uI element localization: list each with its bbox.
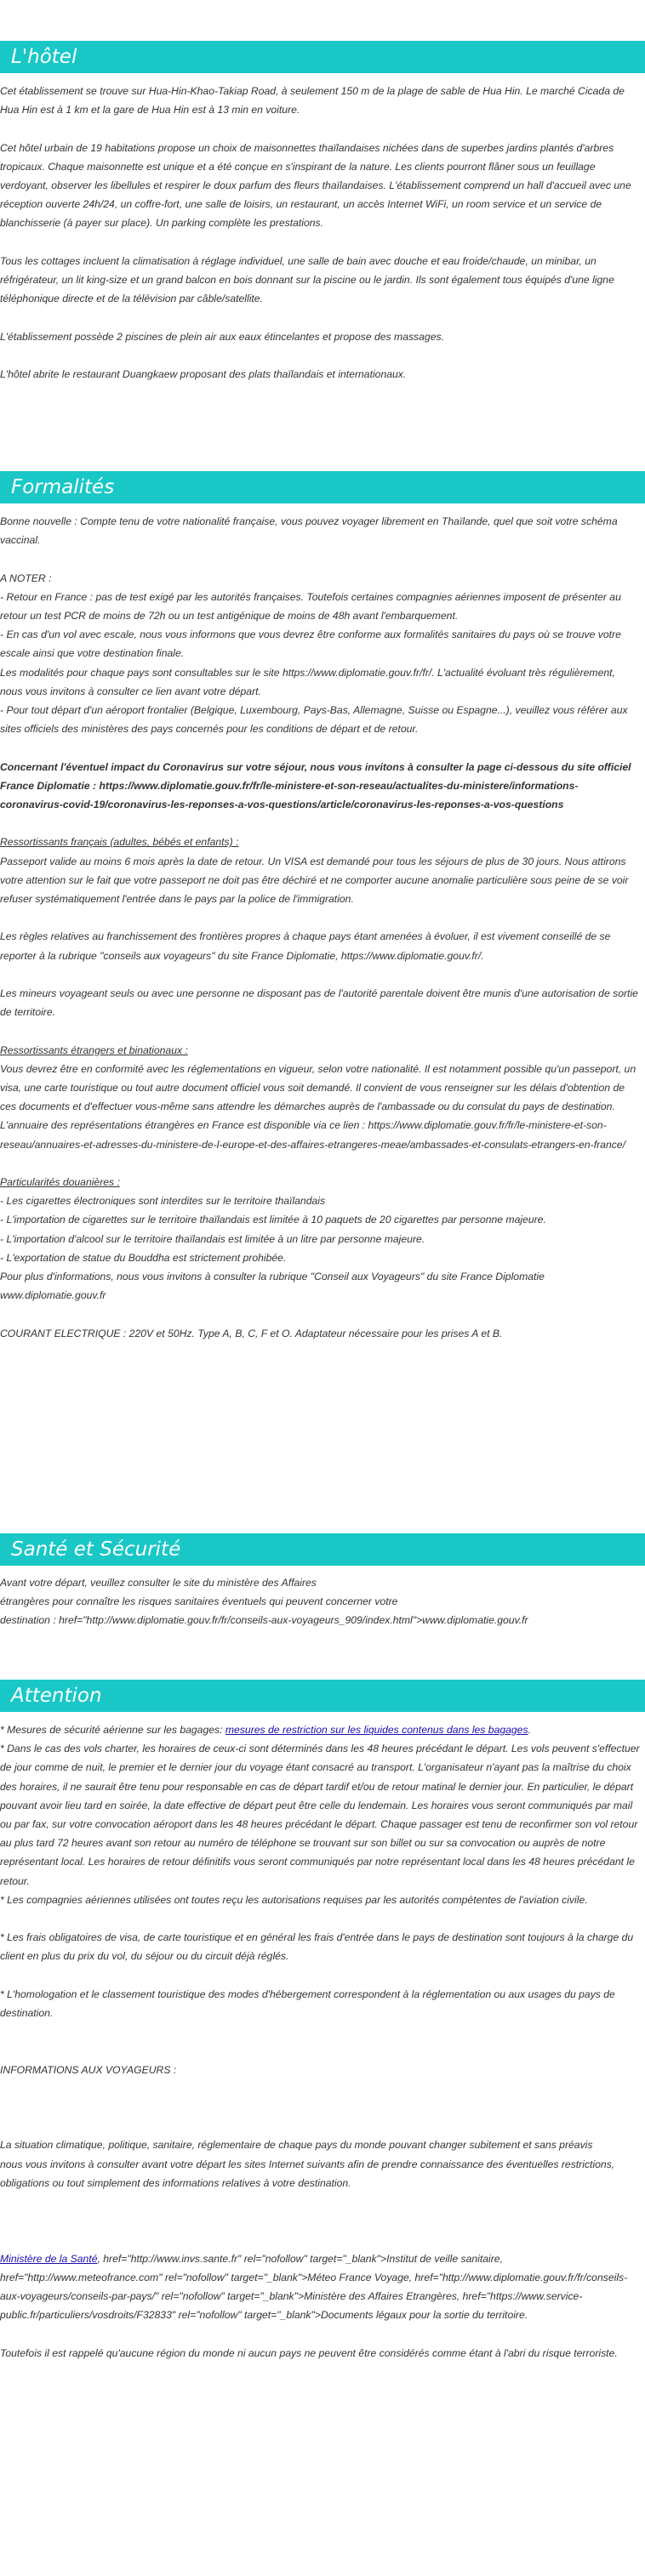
formalites-section-header <box>0 471 645 503</box>
note-item: - Retour en France : pas de test exigé par les autorités françaises. Toutefois certaines compagnies aériennes imposent de présenter au retour un test PCR de moins de 72h ou un test antigénique de moins de 48h avant l'embarquement. <box>0 590 621 622</box>
french-nationals-text: Passeport valide au moins 6 mois après la date de retour. Un VISA est demandé pour tous les séjours de plus de 30 jours. Nous attirons votre attention sur le fait que votre passeport ne doit pas être déchiré et ne comporter aucune anomalie particulière sous peine de se voir refuser systématiquement l'entrée dans le pays par la police de l'immigration. <box>0 855 629 906</box>
hotel-section-header <box>0 41 645 73</box>
hotel-paragraph-2: Cet hôtel urbain de 19 habitations propose un choix de maisonnettes thaïlandaises nichées dans de superbes jardins plantés d'arbres tropicaux. Chaque maisonnette est unique et a été conçue en s'inspirant de la nature. Les clients pourront flâner sous un feuillage verdoyant, observer les libellules et respirer le doux parfum des fleurs thaïlandaises. L'établissement comprend un hall d'accueil avec une réception ouverte 24h/24, un coffre-fort, une salle de loisirs, un restaurant, un accès Internet WiFi, un room service et un service de blanchisserie (à payer sur place). Un parking complète les prestations. <box>0 141 631 230</box>
hotel-paragraph-4: L'établissement possède 2 piscines de plein air aux eaux étincelantes et propose des massages. <box>0 330 444 343</box>
luggage-measures: * Mesures de sécurité aérienne sur les bagages: mesures de restriction sur les liquides contenus dans les bagages. <box>0 1724 531 1736</box>
sante-heading: Santé et Sécurité <box>11 1538 181 1561</box>
liquids-restriction-link[interactable]: mesures de restriction sur les liquides contenus dans les bagages <box>225 1724 528 1736</box>
hotel-heading: L'hôtel <box>11 46 77 68</box>
situation-notice: La situation climatique, politique, sanitaire, réglementaire de chaque pays du monde pouvant changer subitement et sans préavis <box>0 2139 593 2152</box>
fees-notice: * Les frais obligatoires de visa, de carte touristique et en général les frais d'entrée dans le pays de destination sont toujours à la charge du client en plus du prix du vol, du séjour ou du circuit déjà réglés. <box>0 1931 634 1963</box>
customs-item: - L'importation d'alcool sur le territoire thaïlandais est limitée à un litre par personne majeure. <box>0 1232 425 1245</box>
charter-flights-notice: * Dans le cas des vols charter, les horaires de ceux-ci sont déterminés dans les 48 heures précédant le départ. Les vols peuvent s'effectuer de jour comme de nuit, le premier et le dernier jour du voyage étant consacré au transport. L'organisateur n'ayant pas la maîtrise du choix des horaires, il ne saurait être tenu pour responsable en cas de départ tardif et/ou de retour matinal le dernier jour. En particulier, le départ pouvant avoir lieu tard en soirée, la date effective de départ peut être celle du lendemain. Les horaires vous seront communiqués par mail ou par fax, sur votre convocation aéroport dans les 48 heures précédant le départ. Chaque passager est tenu de reconfirmer son vol retour au plus tard 72 heures avant son retour au numéro de téléphone se trouvant sur son billet ou sur sa convocation ou auprès de notre représentant local. Les horaires de retour définitifs vous seront communiqués par notre représentant local dans les 48 heures précédant le retour. <box>0 1743 640 1887</box>
hotel-paragraph-1: Cet établissement se trouve sur Hua-Hin-Khao-Takiap Road, à seulement 150 m de la plage de sable de Hua Hin. Le marché Cicada de Hua Hin est à 1 km et la gare de Hua Hin est à 13 min en voiture. <box>0 85 625 117</box>
note-item: Les modalités pour chaque pays sont consultables sur le site https://www.diplomatie.gouv.fr/fr/. L'actualité évoluant très régulièrement, nous vous invitons à consulter ce lien avant votre départ. <box>0 666 615 697</box>
info-title: INFORMATIONS AUX VOYAGEURS : <box>0 2063 177 2076</box>
customs-item: - Les cigarettes électroniques sont interdites sur le territoire thaïlandais <box>0 1195 326 1208</box>
sante-line-3: destination : href="http://www.diplomatie.gouv.fr/fr/conseils-aux-voyageurs_909/index.html">www.diplomatie.gouv.fr <box>0 1614 528 1627</box>
formalites-intro: Bonne nouvelle : Compte tenu de votre nationalité française, vous pouvez voyager librement en Thaïlande, quel que soit votre schéma vaccinal. <box>0 515 618 547</box>
hotel-paragraph-3: Tous les cottages incluent la climatisation à réglage individuel, une salle de bain avec douche et eau froide/chaude, un minibar, un réfrigérateur, un lit king-size et un grand balcon en bois donnant sur la piscine ou le jardin. Ils sont également tous équipés d'une ligne téléphonique directe et de la télévision par câble/satellite. <box>0 254 614 305</box>
sante-line-2: étrangères pour connaître les risques sanitaires éventuels qui peuvent concerner votre <box>0 1595 398 1608</box>
french-nationals-title: Ressortissants français (adultes, bébés et enfants) : <box>0 836 239 849</box>
sante-line-1: Avant votre départ, veuillez consulter le site du ministère des Affaires <box>0 1577 317 1589</box>
note-title: A NOTER : <box>0 571 52 584</box>
homologation-notice: * L'homologation et le classement touristique des modes d'hébergement correspondent à la réglementation ou aux usages du pays de destination. <box>0 1987 615 2020</box>
border-rules: Les règles relatives au franchissement des frontières propres à chaque pays étant amenées à évoluer, il est vivement conseillé de se reporter à la rubrique "conseils aux voyageurs" du site France Diplomatie, https://www.diplomatie.gouv.fr/. <box>0 930 611 962</box>
electric-current: COURANT ELECTRIQUE : 220V et 50Hz. Type A, B, C, F et O. Adaptateur nécessaire pour les prises A et B. <box>0 1327 503 1339</box>
attention-content <box>0 1720 640 2363</box>
minors-notice: Les mineurs voyageant seuls ou avec une personne ne disposant pas de l'autorité parentale doivent être munis d'une autorisation de sortie de territoire. <box>0 987 638 1019</box>
note-item: - En cas d'un vol avec escale, nous vous informons que vous devrez être conforme aux formalités sanitaires du pays où se trouve votre escale ainsi que votre destination finale. <box>0 628 621 660</box>
embassy-directory: L'annuaire des représentations étrangères en France est disponible via ce lien : https://www.diplomatie.gouv.fr/fr/le-ministere-et-son-reseau/annuaires-et-adresses-du-ministere-de-l-europe-et-des-affaires-etrangeres-meae/ambassades-et-consulats-etrangers-en-france/ <box>0 1119 625 1151</box>
airlines-notice: * Les compagnies aériennes utilisées ont toutes reçu les autorisations requises par les autorités compétentes de l'aviation civile. <box>0 1893 588 1906</box>
foreign-nationals-title: Ressortissants étrangers et binationaux : <box>0 1043 188 1056</box>
sante-section-header <box>0 1533 645 1566</box>
ministere-sante-link[interactable]: Ministère de la Santé <box>0 2252 98 2265</box>
customs-item: - L'importation de cigarettes sur le territoire thaïlandais est limitée à 10 paquets de 20 cigarettes par personne majeure. <box>0 1214 546 1226</box>
foreign-nationals-text: Vous devrez être en conformité avec les réglementations en vigueur, selon votre nationalité. Il est notamment possible qu'un passeport, un visa, une carte touristique ou tout autre document officiel vous soit demandé. Il convient de vous renseigner sur les délais d'obtention de ces documents et d'effectuer vous-même sans attendre les démarches auprès de l'ambassade ou du consulat du pays de destination. <box>0 1062 636 1113</box>
hotel-paragraph-5: L'hôtel abrite le restaurant Duangkaew proposant des plats thaïlandais et internationaux. <box>0 367 407 380</box>
sante-content <box>0 1573 640 1630</box>
situation-notice-2: nous vous invitons à consulter avant votre départ les sites Internet suivants afin de prendre connaissance des éventuelles restrictions, obligations ou tout simplement des informations relatives à votre destination. <box>0 2158 615 2189</box>
terrorism-notice: Toutefois il est rappelé qu'aucune région du monde ni aucun pays ne peuvent être considérés comme étant à l'abri du risque terroriste. <box>0 2346 618 2359</box>
covid-notice: Concernant l'éventuel impact du Coronavirus sur votre séjour, nous vous invitons à consulter la page ci-dessous du site officiel France Diplomatie : https://www.diplomatie.gouv.fr/fr/le-ministere-et-son-reseau/actualites-du-ministere/informations-coronavirus-covid-19/coronavirus-les-reponses-a-vos-questions/article/coronavirus-les-reponses-a-vos-questions <box>0 760 631 811</box>
formalites-content <box>0 512 640 1343</box>
customs-item: - L'exportation de statue du Bouddha est strictement prohibée. <box>0 1251 287 1264</box>
useful-links: Ministère de la Santé, href="http://www.invs.sante.fr" rel="nofollow" target="_blank">Institut de veille sanitaire, href="http://www.meteofrance.com" rel="nofollow" target="_blank">Méteo France Voyage, href="http://www.diplomatie.gouv.fr/fr/conseils-aux-voyageurs/conseils-par-pays/" rel="nofollow" target="_blank">Ministère des Affaires Etrangères, href="https://www.service-public.fr/particuliers/vosdroits/F32833" rel="nofollow" target="_blank">Documents légaux pour la sortie du territoire. <box>0 2252 628 2322</box>
hotel-description <box>0 82 640 384</box>
formalites-heading: Formalités <box>11 476 115 498</box>
customs-title: Particularités douanières : <box>0 1176 120 1188</box>
customs-item: Pour plus d'informations, nous vous invitons à consulter la rubrique "Conseil aux Voyageurs" du site France Diplomatie www.diplomatie.gouv.fr <box>0 1271 545 1302</box>
attention-section-header <box>0 1680 645 1712</box>
note-item: - Pour tout départ d'un aéroport frontalier (Belgique, Luxembourg, Pays-Bas, Allemagne, Suisse ou Espagne...), veuillez vous référer aux sites officiels des ministères des pays concernés pour les conditions de départ et de retour. <box>0 704 628 736</box>
attention-heading: Attention <box>11 1685 102 1707</box>
